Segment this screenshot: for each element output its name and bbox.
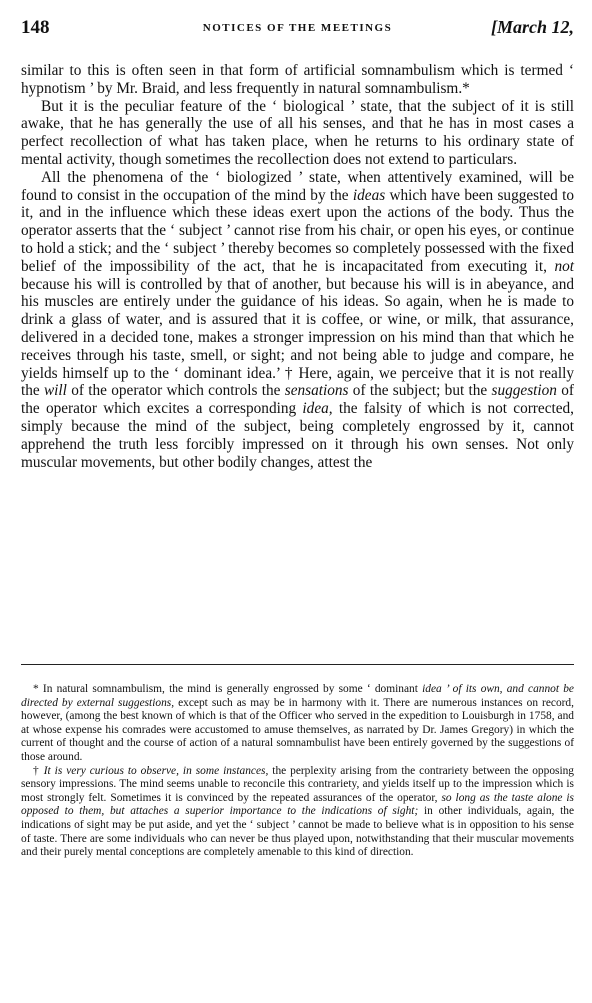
footnote-divider <box>21 664 574 665</box>
p3-will: will <box>43 382 67 400</box>
p3-ideas: ideas <box>352 186 386 204</box>
page <box>21 0 574 1003</box>
p3-text-d: of the operator which controls the <box>66 382 285 400</box>
p3-suggestion: suggestion <box>491 382 557 400</box>
page-header <box>21 17 574 41</box>
fn2-text-c: in other individuals, again, the indications of sight may be put aside, and yet the ‘ subject ’ cannot be made to believe what is in opposition to his sense of taste. There are some individuals who can never be thus played upon, notwithstanding that their muscular movements and their purely mental conceptions are completely amenable to this kind of direction. <box>21 805 575 859</box>
fn1-text-a: * In natural somnambulism, the mind is generally engrossed by some ‘ dominant <box>33 683 423 695</box>
p3-not: not <box>554 257 574 275</box>
p3-sensations: sensations <box>284 382 349 400</box>
footnotes <box>21 683 574 860</box>
footnote-2 <box>21 765 574 860</box>
paragraph-1: similar to this is often seen in that form of artificial somnambulism which is termed ‘ hypnotism ’ by Mr. Braid, and less frequently in natural somnambulism.* <box>21 62 574 97</box>
p3-text-a: All the phenomena of the ‘ biologized ’ state, when attentively examined, will be found to consist in the occupation of the mind by the <box>21 168 574 204</box>
footnote-1 <box>21 683 574 765</box>
header-date: [March 12, <box>490 17 574 37</box>
fn2-text-b: the perplexity arising from the contrariety between the opposing sensory impressions. The mind seems unable to reconcile this contrariety, and yields itself up to the impression which is most strongly felt. Sometimes it is convinced by the repeated assurances of the operator, <box>21 764 574 804</box>
fn1-idea-em: idea ’ of its own, and cannot be directed by external suggestions, <box>21 683 574 709</box>
p3-text-e: of the subject; but the <box>348 382 492 400</box>
p3-text-f: of the operator which excites a corresponding <box>21 382 574 418</box>
fn2-text-a: † <box>33 764 44 777</box>
running-head: NOTICES OF THE MEETINGS <box>202 22 393 34</box>
page-number: 148 <box>21 17 50 38</box>
p3-idea: idea, <box>302 400 333 418</box>
fn1-text-b: except such as may be in harmony with it. There are numerous instances on record, however, (among the best known of which is that of the Officer who served in the expedition to Louisburgh in 1758, and at whose expense his comrades were accustomed to amuse themselves, as narrated by Dr. James Gregory) in which the current of thought and the course of action of a natural somnambulist have been entirely governed by the suggestions of those around. <box>21 696 574 763</box>
p3-text-g: the falsity of which is not corrected, simply because the mind of the subject, being completely engrossed by it, cannot apprehend the truth less forcibly impressed on it through his own senses. Not only muscular movements, but other bodily changes, attest the <box>21 400 574 471</box>
p3-text-c: because his will is controlled by that of another, but because his will is in abeyance, and his muscles are entirely under the guidance of his ideas. So again, when he is made to drink a glass of water, and is assured that it is coffee, or wine, or milk, that assurance, delivered in a decided tone, makes a stronger impression on his mind than that which he receives through his taste, smell, or sight; and not being able to judge and compare, he yields himself up to the ‘ dominant idea.’ † Here, again, we perceive that it is not really the <box>21 275 574 400</box>
p3-text-b: which have been suggested to it, and in the influence which these ideas exert upon the actions of the body. Thus the operator asserts that the ‘ subject ’ cannot rise from his chair, or open his eyes, or continue to hold a stick; and the ‘ subject ’ thereby becomes so completely possessed with the fixed belief of the impossibility of the act, that he is incapacitated from executing it, <box>21 186 575 275</box>
body-text <box>21 62 574 471</box>
fn2-curious-em: It is very curious to observe, in some instances, <box>43 764 269 777</box>
paragraph-2: But it is the peculiar feature of the ‘ biological ’ state, that the subject of it is still awake, that he has generally the use of all his senses, and that he has in most cases a perfect recollection of what has taken place, when he returns to his ordinary state of mental activity, though sometimes the recollection does not extend to particulars. <box>21 97 574 168</box>
fn2-taste-em: so long as the taste alone is opposed to them, but attaches a superior importance to the indications of sight; <box>21 791 574 818</box>
paragraph-3 <box>21 169 574 472</box>
